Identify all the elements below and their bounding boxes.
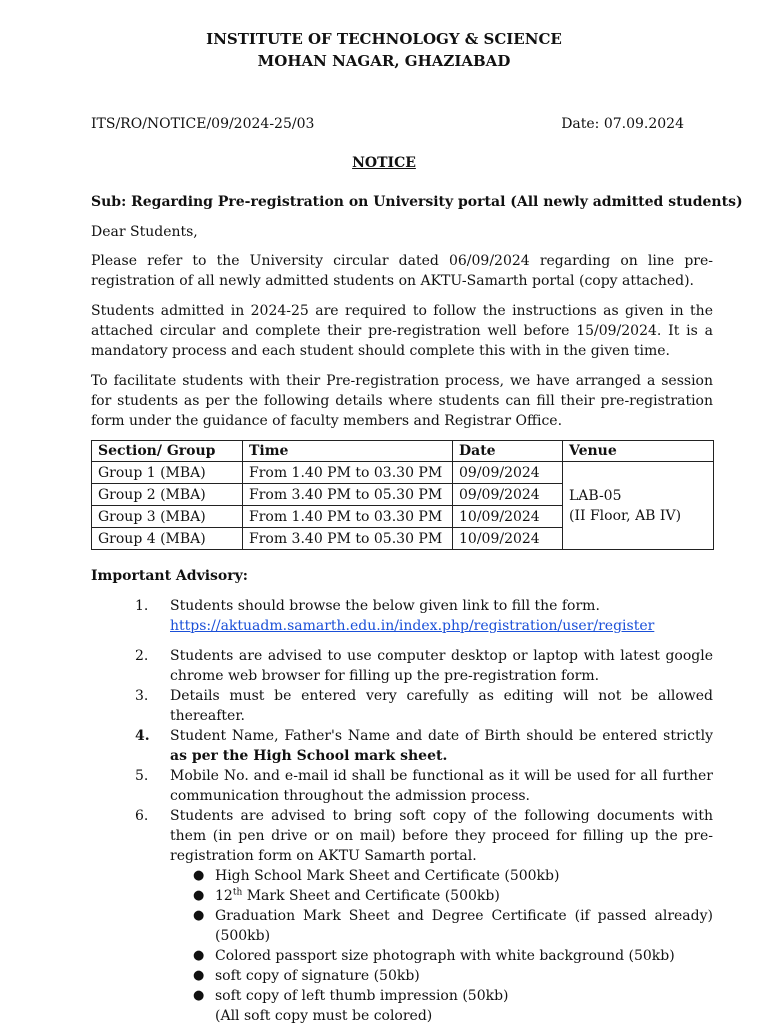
advisory-item (91, 806, 713, 1026)
reference-number: ITS/RO/NOTICE/09/2024-25/03 (91, 116, 315, 132)
bullet-icon: ● (193, 908, 205, 923)
venue-lab: LAB-05 (569, 487, 622, 504)
advisory-title: Important Advisory: (91, 568, 248, 584)
header-section-group: Section/ Group (92, 441, 243, 462)
venue-floor: (II Floor, AB IV) (569, 507, 682, 524)
item-text: Student Name, Father's Name and date of Birth should be entered strictly (170, 728, 713, 744)
time-cell: From 1.40 PM to 03.30 PM (243, 462, 453, 484)
group-cell: Group 3 (MBA) (92, 506, 243, 528)
notice-title: NOTICE (352, 155, 416, 171)
date-cell: 09/09/2024 (453, 484, 563, 506)
list-item: ● soft copy of signature (50kb) (193, 968, 420, 984)
reference-row (91, 114, 684, 134)
item-text: Students should browse the below given link to fill the form. (170, 598, 600, 614)
schedule-table (91, 440, 714, 550)
list-item: ● Colored passport size photograph with white background (50kb) (193, 948, 675, 964)
date-cell: 10/09/2024 (453, 506, 563, 528)
time-cell: From 1.40 PM to 03.30 PM (243, 506, 453, 528)
registration-link[interactable]: https://aktuadm.samarth.edu.in/index.php/registration/user/register (170, 618, 655, 634)
item-number: 6. (135, 808, 149, 824)
institute-name: INSTITUTE OF TECHNOLOGY & SCIENCE (206, 30, 562, 48)
bullet-icon: ● (193, 948, 205, 963)
colored-footnote: (All soft copy must be colored) (215, 1008, 433, 1024)
item-emphasis: as per the High School mark sheet. (170, 748, 448, 764)
table-header-row (92, 441, 714, 462)
time-cell: From 3.40 PM to 05.30 PM (243, 484, 453, 506)
advisory-item (91, 726, 713, 766)
paragraph-session: To facilitate students with their Pre-registration process, we have arranged a session for students as per the following details where students can fill their pre-registration form under the guidance of faculty members and Registrar Office. (91, 373, 713, 429)
list-item: ● 12th Mark Sheet and Certificate (500kb) (193, 887, 500, 904)
bullet-icon: ● (193, 888, 205, 903)
advisory-item (91, 686, 713, 726)
item-text: Details must be entered very carefully as editing will not be allowed thereafter. (170, 688, 713, 724)
table-row (92, 462, 714, 484)
item-number: 4. (135, 728, 150, 744)
documents-list (170, 866, 713, 1026)
advisory-list (91, 596, 713, 1026)
list-item: ● High School Mark Sheet and Certificate (500kb) (193, 868, 560, 884)
salutation: Dear Students, (91, 224, 198, 240)
header-time: Time (243, 441, 453, 462)
group-cell: Group 4 (MBA) (92, 528, 243, 550)
item-number: 3. (135, 688, 149, 704)
item-text: Mobile No. and e-mail id shall be functional as it will be used for all further communication throughout the admission process. (170, 768, 713, 804)
header-date: Date (453, 441, 563, 462)
time-cell: From 3.40 PM to 05.30 PM (243, 528, 453, 550)
item-text: Students are advised to use computer desktop or laptop with latest google chrome web browser for filling up the pre-registration form. (170, 648, 713, 684)
venue-cell (563, 462, 714, 550)
bullet-icon: ● (193, 988, 205, 1003)
header-venue: Venue (563, 441, 714, 462)
list-item: ● Graduation Mark Sheet and Degree Certificate (if passed already) (500kb) (193, 908, 713, 944)
item-number: 1. (135, 598, 149, 614)
paragraph-circular: Please refer to the University circular dated 06/09/2024 regarding on line pre-registration of all newly admitted students on AKTU-Samarth portal (copy attached). (91, 253, 713, 289)
bullet-icon: ● (193, 968, 205, 983)
letterhead (0, 28, 768, 72)
subject-line: Sub: Regarding Pre-registration on University portal (All newly admitted students) (91, 194, 743, 210)
item-number: 5. (135, 768, 149, 784)
paragraph-deadline: Students admitted in 2024-25 are required to follow the instructions as given in the attached circular and complete their pre-registration well before 15/09/2024. It is a mandatory process and each student should complete this with in the given time. (91, 303, 713, 359)
date-cell: 09/09/2024 (453, 462, 563, 484)
bullet-icon: ● (193, 868, 205, 883)
item-number: 2. (135, 648, 149, 664)
advisory-item (91, 766, 713, 806)
institute-location: MOHAN NAGAR, GHAZIABAD (257, 52, 511, 70)
date-cell: 10/09/2024 (453, 528, 563, 550)
item-text: Students are advised to bring soft copy of the following documents with them (in pen drive or on mail) before they proceed for filling up the pre-registration form on AKTU Samarth portal. (170, 808, 713, 864)
group-cell: Group 2 (MBA) (92, 484, 243, 506)
list-item: ● soft copy of left thumb impression (50kb) (All soft copy must be colored) (193, 988, 509, 1024)
advisory-item (91, 596, 713, 636)
advisory-item (91, 646, 713, 686)
notice-date: Date: 07.09.2024 (561, 116, 684, 132)
group-cell: Group 1 (MBA) (92, 462, 243, 484)
